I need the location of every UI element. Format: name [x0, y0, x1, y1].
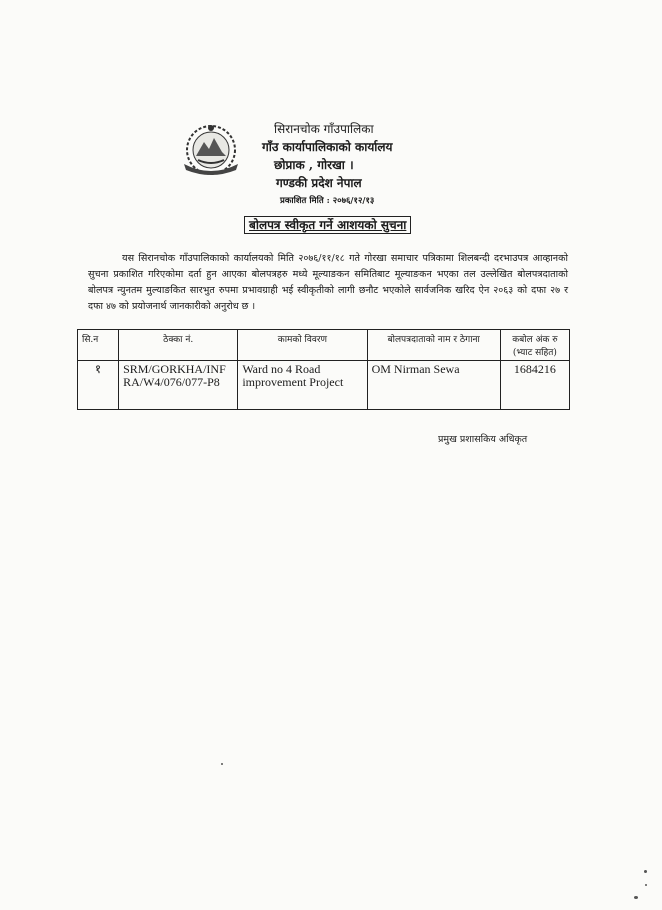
scan-speck: [644, 870, 647, 873]
cell-sn: १: [78, 361, 119, 410]
office-header: [262, 120, 462, 210]
scan-speck: [634, 896, 638, 899]
office-name: गाँउ कार्यापालिकाको कार्यालय: [262, 140, 393, 154]
nepal-government-emblem-icon: [176, 118, 246, 178]
header-sn: सि.न: [78, 330, 119, 361]
header-work-description: कामको विवरण: [238, 330, 367, 361]
province-name: गण्डकी प्रदेश नेपाल: [276, 176, 362, 190]
bid-table: [77, 329, 570, 410]
municipality-name: सिरानचोक गाँउपालिका: [274, 122, 374, 136]
header-contract-no: ठेक्का नं.: [119, 330, 238, 361]
table-header-row: [78, 330, 570, 361]
cell-contract-no: SRM/GORKHA/INFRA/W4/076/077-P8: [119, 361, 238, 410]
cell-bidder: OM Nirman Sewa: [367, 361, 500, 410]
office-location: छोप्राक , गोरखा ।: [274, 158, 354, 172]
header-amount: कबोल अंक रु (भ्याट सहित): [500, 330, 569, 361]
notice-title: बोलपत्र स्वीकृत गर्ने आशयको सुचना: [244, 216, 411, 234]
published-date: प्रकाशित मिति : २०७६/१२/१३: [280, 196, 375, 206]
header-bidder: बोलपत्रदाताको नाम र ठेगाना: [367, 330, 500, 361]
table-row: [78, 361, 570, 410]
cell-work-description: Ward no 4 Road improvement Project: [238, 361, 367, 410]
notice-body: [88, 251, 568, 315]
cell-amount: 1684216: [500, 361, 569, 410]
scan-speck: [221, 763, 223, 765]
signature-title: प्रमुख प्रशासकिय अधिकृत: [438, 434, 528, 445]
scan-speck: [645, 884, 647, 886]
notice-body-text: यस सिरानचोक गाँउपालिकाको कार्यालयको मिति २०७६/११/१८ गते गोरखा समाचार पत्रिकामा शिलबन्दी दरभाउपत्र आव्हानको सुचना प्रकाशित गरिएकोमा दर्ता हुन आएका बोलपत्रहरु मध्ये मूल्याङकन समितिबाट मूल्याङकन भएका तल उल्लेखित बोलपत्रदाताको बोलपत्र न्युनतम मुल्याङकित सारभुत रुपमा प्रभावग्राही भई स्वीकृतीको लागी छनौट भएकोले सार्वजनिक खरिद ऐन २०६३ को दफा २७ र दफा ४७ को प्रयोजनार्थ जानकारीको अनुरोध छ ।: [88, 253, 568, 312]
